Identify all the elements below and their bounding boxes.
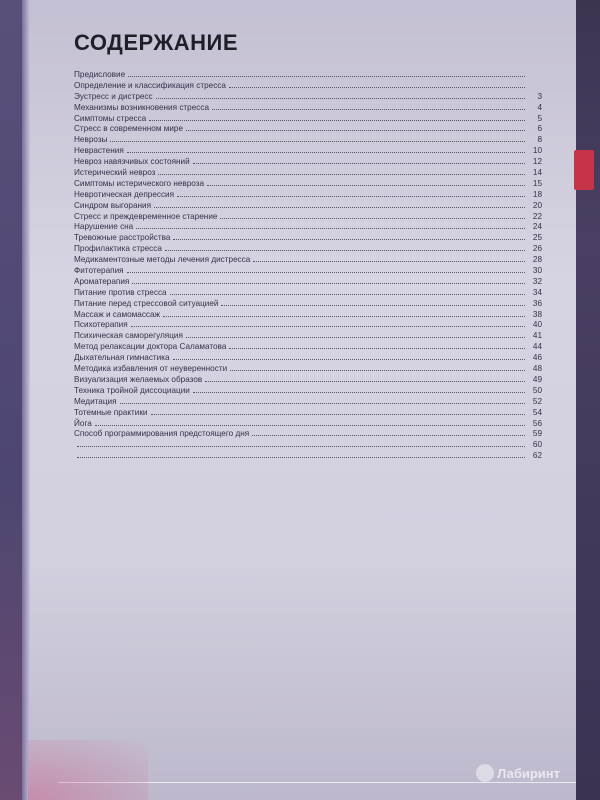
toc-entry xyxy=(74,288,542,299)
toc-entry xyxy=(74,277,542,288)
toc-page: 14 xyxy=(532,168,542,178)
dot-leader xyxy=(154,207,525,208)
dot-leader xyxy=(127,272,525,273)
toc-label: Метод релаксации доктора Саламатова xyxy=(74,342,227,352)
page-title: СОДЕРЖАНИЕ xyxy=(74,30,239,55)
toc-page: 34 xyxy=(532,287,542,297)
page-binding xyxy=(22,0,30,800)
toc-page: 32 xyxy=(532,276,542,286)
watermark-text: Лабиринт xyxy=(497,765,560,781)
toc-label: Симптомы истерического невроза xyxy=(74,178,205,188)
dot-leader xyxy=(95,425,525,426)
dot-leader xyxy=(207,185,525,186)
dot-leader xyxy=(120,403,525,404)
toc-entry xyxy=(74,124,542,135)
dot-leader xyxy=(220,218,525,219)
dot-leader xyxy=(193,163,525,164)
toc-page: 12 xyxy=(532,157,542,167)
dot-leader xyxy=(229,87,525,88)
toc-entry xyxy=(74,364,542,375)
toc-page: 6 xyxy=(537,124,542,134)
toc-page: 52 xyxy=(532,396,542,406)
corner-shadow xyxy=(28,740,148,800)
toc-page: 26 xyxy=(532,244,542,254)
toc-label: Йога xyxy=(74,418,92,428)
toc-label: Питание перед стрессовой ситуацией xyxy=(74,298,219,308)
bookmark-tab xyxy=(574,150,594,190)
toc-page: 54 xyxy=(532,407,542,417)
toc-label: Массаж и самомассаж xyxy=(74,309,161,319)
toc-entry xyxy=(74,114,542,125)
toc-page: 38 xyxy=(532,309,542,319)
toc-label: Невротическая депрессия xyxy=(74,189,175,199)
toc-label: Невроз навязчивых состояний xyxy=(74,157,190,167)
toc-label: Медикаментозные методы лечения дистресса xyxy=(74,255,251,265)
toc-label: Фитотерапия xyxy=(74,266,124,276)
toc-label: Методика избавления от неуверенности xyxy=(74,364,228,374)
dot-leader xyxy=(163,316,525,317)
toc-entry xyxy=(74,397,542,408)
dot-leader xyxy=(173,359,525,360)
toc-label: Питание против стресса xyxy=(74,287,167,297)
dot-leader xyxy=(110,141,525,142)
dot-leader xyxy=(212,109,525,110)
toc-page: 24 xyxy=(532,222,542,232)
dot-leader xyxy=(158,174,525,175)
toc-label: Техника тройной диссоциации xyxy=(74,385,190,395)
toc-entry xyxy=(74,419,542,430)
toc-entry xyxy=(74,135,542,146)
toc-label: Неврозы xyxy=(74,135,108,145)
toc-label: Тревожные расстройства xyxy=(74,233,171,243)
toc-page: 25 xyxy=(532,233,542,243)
dot-leader xyxy=(186,337,525,338)
toc-entry xyxy=(74,299,542,310)
toc-page: 60 xyxy=(532,440,542,450)
toc-page: 41 xyxy=(532,331,542,341)
toc-page: 28 xyxy=(532,255,542,265)
toc-entry xyxy=(74,81,542,92)
toc-page: 8 xyxy=(537,135,542,145)
toc-entry xyxy=(74,244,542,255)
table-of-contents xyxy=(74,70,542,462)
toc-page: 40 xyxy=(532,320,542,330)
dot-leader xyxy=(77,457,525,458)
dot-leader xyxy=(127,152,525,153)
toc-entry xyxy=(74,222,542,233)
toc-label: Нарушение сна xyxy=(74,222,134,232)
dot-leader xyxy=(170,294,525,295)
toc-label: Визуализация желаемых образов xyxy=(74,374,203,384)
toc-label: Психотерапия xyxy=(74,320,128,330)
dot-leader xyxy=(173,239,525,240)
toc-label: Ароматерапия xyxy=(74,276,130,286)
toc-page: 49 xyxy=(532,374,542,384)
toc-entry xyxy=(74,386,542,397)
dot-leader xyxy=(165,250,525,251)
toc-entry xyxy=(74,451,542,462)
toc-label: Предисловие xyxy=(74,70,126,79)
toc-entry xyxy=(74,146,542,157)
toc-label: Способ программирования предстоящего дня xyxy=(74,429,250,439)
dot-leader xyxy=(186,130,525,131)
toc-label: Определение и классификация стресса xyxy=(74,80,226,90)
toc-page: 50 xyxy=(532,385,542,395)
toc-page: 62 xyxy=(532,451,542,461)
dot-leader xyxy=(156,98,525,99)
toc-page: 56 xyxy=(532,418,542,428)
toc-label: Истерический невроз xyxy=(74,168,156,178)
toc-page: 46 xyxy=(532,353,542,363)
toc-label: Неврастения xyxy=(74,146,124,156)
toc-entry xyxy=(74,92,542,103)
toc-entry xyxy=(74,331,542,342)
toc-label: Синдром выгорания xyxy=(74,200,152,210)
dot-leader xyxy=(221,305,525,306)
toc-entry xyxy=(74,310,542,321)
toc-page: 36 xyxy=(532,298,542,308)
toc-label: Медитация xyxy=(74,396,117,406)
toc-entry xyxy=(74,429,542,440)
toc-entry xyxy=(74,168,542,179)
toc-entry xyxy=(74,342,542,353)
dot-leader xyxy=(177,196,525,197)
dot-leader xyxy=(253,261,525,262)
toc-entry xyxy=(74,440,542,451)
toc-label: Стресс и преждевременное старение xyxy=(74,211,218,221)
background-right xyxy=(576,0,600,800)
toc-label: Профилактика стресса xyxy=(74,244,162,254)
toc-label: Тотемные практики xyxy=(74,407,148,417)
dot-leader xyxy=(252,435,525,436)
toc-label: Эустресс и дистресс xyxy=(74,91,153,101)
dot-leader xyxy=(151,414,525,415)
dot-leader xyxy=(205,381,525,382)
toc-entry xyxy=(74,157,542,168)
toc-page: 20 xyxy=(532,200,542,210)
dot-leader xyxy=(229,348,525,349)
toc-entry xyxy=(74,103,542,114)
toc-page: 30 xyxy=(532,266,542,276)
dot-leader xyxy=(132,283,525,284)
toc-label: Механизмы возникновения стресса xyxy=(74,102,210,112)
dot-leader xyxy=(149,120,525,121)
toc-page: 3 xyxy=(537,91,542,101)
toc-label: Симптомы стресса xyxy=(74,113,147,123)
dot-leader xyxy=(230,370,525,371)
toc-entry xyxy=(74,70,542,81)
toc-entry xyxy=(74,201,542,212)
watermark-logo xyxy=(476,764,560,782)
toc-page: 59 xyxy=(532,429,542,439)
toc-label: Психическая саморегуляция xyxy=(74,331,183,341)
toc-page: 18 xyxy=(532,189,542,199)
toc-page: 48 xyxy=(532,364,542,374)
toc-page: 15 xyxy=(532,178,542,188)
toc-page: 4 xyxy=(537,102,542,112)
toc-entry xyxy=(74,212,542,223)
toc-label: Дыхательная гимнастика xyxy=(74,353,170,363)
toc-entry xyxy=(74,408,542,419)
toc-label: Стресс в современном мире xyxy=(74,124,184,134)
toc-page: 10 xyxy=(532,146,542,156)
toc-entry xyxy=(74,190,542,201)
logo-icon xyxy=(476,764,494,782)
toc-entry xyxy=(74,233,542,244)
toc-entry xyxy=(74,266,542,277)
toc-entry xyxy=(74,375,542,386)
dot-leader xyxy=(193,392,525,393)
toc-page: 5 xyxy=(537,113,542,123)
toc-entry xyxy=(74,353,542,364)
toc-entry xyxy=(74,179,542,190)
toc-entry xyxy=(74,320,542,331)
dot-leader xyxy=(131,326,525,327)
dot-leader xyxy=(136,228,525,229)
dot-leader xyxy=(128,76,525,77)
toc-page: 22 xyxy=(532,211,542,221)
toc-page: 44 xyxy=(532,342,542,352)
dot-leader xyxy=(77,446,525,447)
toc-entry xyxy=(74,255,542,266)
